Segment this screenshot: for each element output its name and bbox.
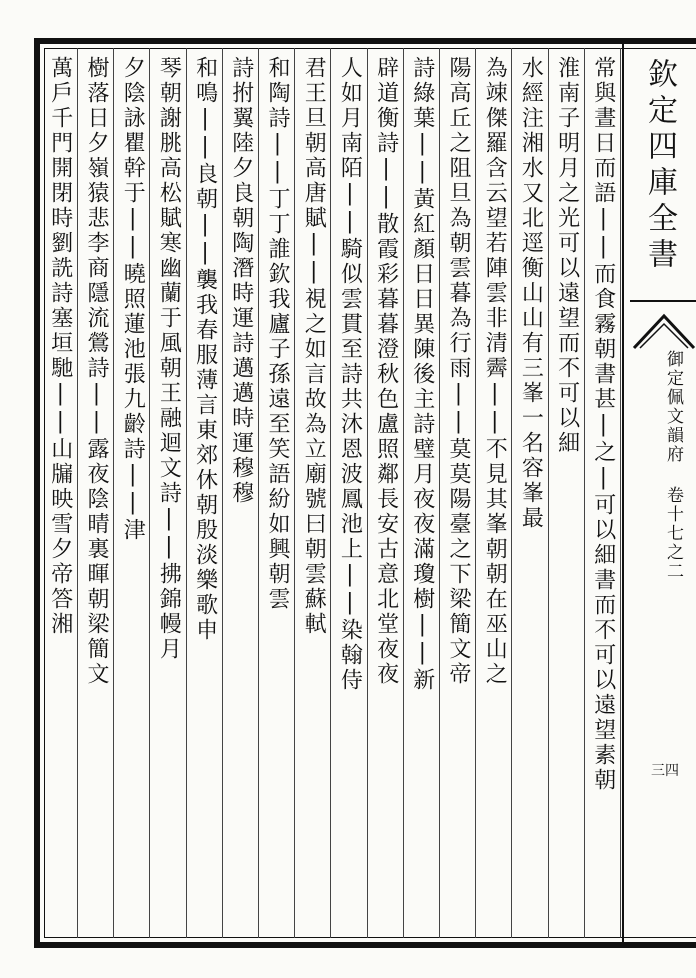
text-column: 萬戶千門開閉時劉詵詩塞垣馳||山牖映雪夕帝答湘	[47, 56, 73, 637]
text-column: 詩拊翼陸夕良朝陶潛時運詩邁邁時運穆穆	[228, 56, 254, 506]
text-column: 樹落日夕嶺猿悲李商隱流鶯詩||露夜陰晴裏暉朝梁簡文	[84, 56, 109, 687]
text-column: 琴朝謝朓高松賦寒幽蘭于風朝王融迴文詩||拂錦幔月	[156, 56, 182, 662]
text-column: 詩綠葉||黃紅顏日日異陳後主詩璧月夜夜滿瓊樹||新	[409, 56, 435, 693]
text-column: 夕陰詠瞿幹于||曉照蓮池張九齡詩||津	[120, 56, 146, 543]
book-title: 欽定四庫全書	[642, 58, 677, 274]
text-column: 辟道衡詩||散霞彩暮暮澄秋色盧照鄰長安古意北堂夜夜	[373, 56, 399, 687]
fishtail-mark-icon	[632, 310, 696, 350]
volume-label: 御定佩文韻府 卷十七之二	[663, 350, 683, 581]
text-column: 和陶詩||丁丁誰欽我廬子孫遠至笑語紛如興朝雲	[265, 56, 290, 612]
text-column: 君王旦朝高唐賦||視之如言故為立廟號曰朝雲蘇軾	[301, 56, 327, 637]
text-column: 水經注湘水又北逕衡山山有三峯一名容峯最	[518, 56, 544, 531]
fold-separator	[630, 300, 696, 302]
text-column: 和鳴||良朝||襲我春服薄言東郊休朝殷淡樂歌申	[192, 56, 218, 643]
text-column: 人如月南陌||騎似雲貫至詩共沐恩波鳳池上||染翰侍	[337, 56, 363, 693]
text-column: 為竦傑羅含云望若陣雲非清霽||不見其峯朝朝在巫山之	[482, 56, 508, 687]
text-column: 常與晝日而語||而食霧朝書甚|之|可以細書而不可以遠望素朝	[590, 56, 616, 793]
text-column: 淮南子明月之光可以遠望而不可以細	[554, 56, 580, 456]
text-column: 陽高丘之阻旦為朝雲暮為行雨||莫莫陽臺之下梁簡文帝	[446, 56, 471, 687]
center-fold-line	[622, 44, 624, 942]
page-number: 三四	[651, 763, 679, 779]
